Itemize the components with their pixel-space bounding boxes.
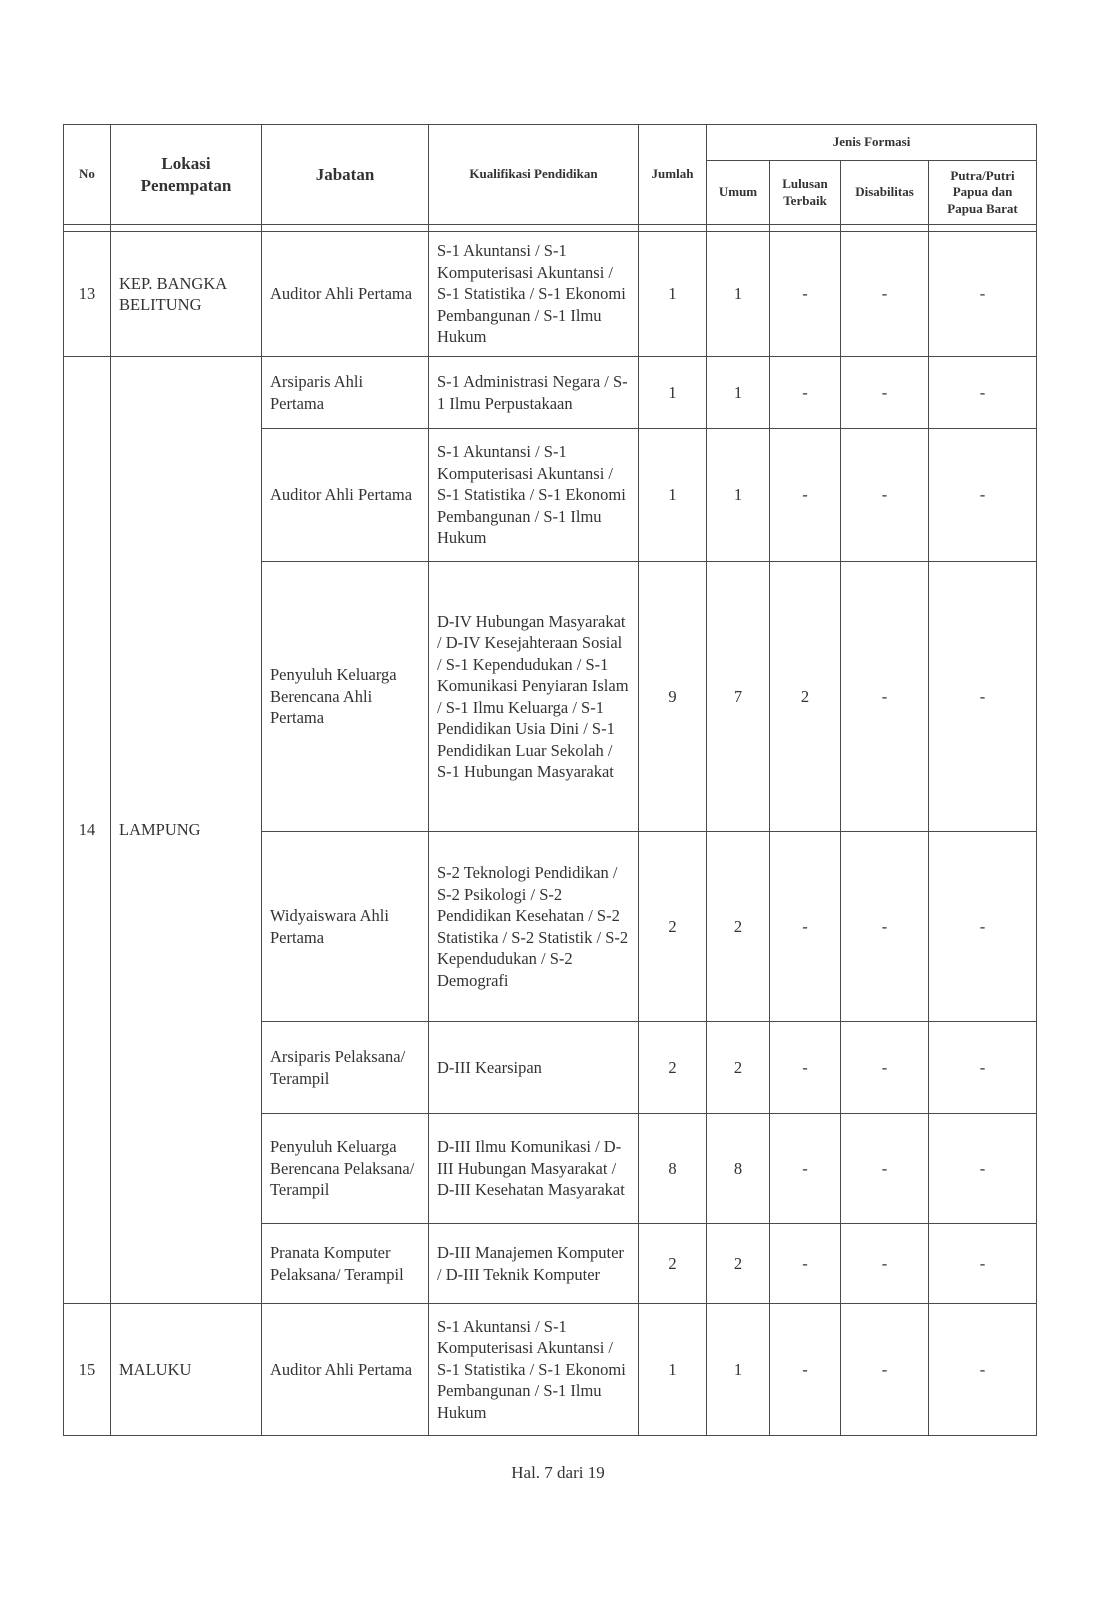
row-kualifikasi: S-1 Akuntansi / S-1 Komputerisasi Akuntansi / S-1 Statistika / S-1 Ekonomi Pembangunan / S-1 Ilmu Hukum [429, 429, 639, 562]
row-kualifikasi: S-1 Akuntansi / S-1 Komputerisasi Akuntansi / S-1 Statistika / S-1 Ekonomi Pembangunan / S-1 Ilmu Hukum [429, 232, 639, 357]
row-jumlah: 1 [639, 1304, 707, 1436]
row-umum: 2 [707, 1022, 770, 1114]
row-lulusan-terbaik: - [770, 832, 841, 1022]
row-disabilitas: - [841, 429, 929, 562]
row-lulusan-terbaik: - [770, 357, 841, 429]
header-umum: Umum [707, 161, 770, 225]
row-lokasi: KEP. BANGKA BELITUNG [111, 232, 262, 357]
header-jabatan: Jabatan [262, 125, 429, 225]
row-lulusan-terbaik: - [770, 1224, 841, 1304]
row-putra-putri: - [929, 357, 1037, 429]
row-jumlah: 2 [639, 1022, 707, 1114]
row-jabatan: Auditor Ahli Pertama [262, 429, 429, 562]
row-no: 14 [64, 357, 111, 1304]
row-lulusan-terbaik: - [770, 1304, 841, 1436]
row-disabilitas: - [841, 1304, 929, 1436]
row-jabatan: Arsiparis Ahli Pertama [262, 357, 429, 429]
row-jumlah: 2 [639, 1224, 707, 1304]
row-jabatan: Pranata Komputer Pelaksana/ Terampil [262, 1224, 429, 1304]
formasi-table [63, 124, 1037, 1436]
row-jumlah: 2 [639, 832, 707, 1022]
header-no: No [64, 125, 111, 225]
row-kualifikasi: D-IV Hubungan Masyarakat / D-IV Kesejahteraan Sosial / S-1 Kependudukan / S-1 Komunikasi Penyiaran Islam / S-1 Ilmu Keluarga / S-1 Pendidikan Usia Dini / S-1 Pendidikan Luar Sekolah / S-1 Hubungan Masyarakat [429, 562, 639, 832]
table-row [64, 357, 1037, 429]
row-jumlah: 1 [639, 429, 707, 562]
header-putra-putri: Putra/Putri Papua dan Papua Barat [929, 161, 1037, 225]
row-jabatan: Auditor Ahli Pertama [262, 232, 429, 357]
row-putra-putri: - [929, 832, 1037, 1022]
row-umum: 2 [707, 1224, 770, 1304]
row-disabilitas: - [841, 1224, 929, 1304]
header-jumlah: Jumlah [639, 125, 707, 225]
table-row [64, 232, 1037, 357]
row-jumlah: 8 [639, 1114, 707, 1224]
row-no: 13 [64, 232, 111, 357]
row-disabilitas: - [841, 357, 929, 429]
row-jabatan: Auditor Ahli Pertama [262, 1304, 429, 1436]
row-disabilitas: - [841, 1022, 929, 1114]
row-disabilitas: - [841, 1114, 929, 1224]
row-putra-putri: - [929, 1022, 1037, 1114]
header-kualifikasi: Kualifikasi Pendidikan [429, 125, 639, 225]
row-putra-putri: - [929, 1304, 1037, 1436]
header-disabilitas: Disabilitas [841, 161, 929, 225]
row-umum: 1 [707, 429, 770, 562]
row-kualifikasi: D-III Ilmu Komunikasi / D-III Hubungan Masyarakat / D-III Kesehatan Masyarakat [429, 1114, 639, 1224]
row-kualifikasi: S-2 Teknologi Pendidikan / S-2 Psikologi / S-2 Pendidikan Kesehatan / S-2 Statistika / S-2 Statistik / S-2 Kependudukan / S-2 Demografi [429, 832, 639, 1022]
row-umum: 1 [707, 232, 770, 357]
row-disabilitas: - [841, 232, 929, 357]
table-row [64, 1304, 1037, 1436]
row-putra-putri: - [929, 1224, 1037, 1304]
row-umum: 7 [707, 562, 770, 832]
header-lokasi: Lokasi Penempatan [111, 125, 262, 225]
row-lokasi: MALUKU [111, 1304, 262, 1436]
row-putra-putri: - [929, 562, 1037, 832]
row-lulusan-terbaik: 2 [770, 562, 841, 832]
row-jabatan: Penyuluh Keluarga Berencana Ahli Pertama [262, 562, 429, 832]
header-lulusan-terbaik: Lulusan Terbaik [770, 161, 841, 225]
row-lulusan-terbaik: - [770, 1022, 841, 1114]
row-umum: 1 [707, 357, 770, 429]
row-kualifikasi: D-III Kearsipan [429, 1022, 639, 1114]
row-jumlah: 9 [639, 562, 707, 832]
row-lokasi: LAMPUNG [111, 357, 262, 1304]
row-disabilitas: - [841, 562, 929, 832]
header-jenis-formasi: Jenis Formasi [707, 125, 1037, 161]
page-number: Hal. 7 dari 19 [511, 1463, 605, 1482]
row-kualifikasi: S-1 Administrasi Negara / S-1 Ilmu Perpustakaan [429, 357, 639, 429]
row-lulusan-terbaik: - [770, 429, 841, 562]
row-lulusan-terbaik: - [770, 1114, 841, 1224]
row-umum: 1 [707, 1304, 770, 1436]
row-kualifikasi: D-III Manajemen Komputer / D-III Teknik Komputer [429, 1224, 639, 1304]
row-kualifikasi: S-1 Akuntansi / S-1 Komputerisasi Akuntansi / S-1 Statistika / S-1 Ekonomi Pembangunan / S-1 Ilmu Hukum [429, 1304, 639, 1436]
row-putra-putri: - [929, 429, 1037, 562]
row-jabatan: Penyuluh Keluarga Berencana Pelaksana/ Terampil [262, 1114, 429, 1224]
row-umum: 2 [707, 832, 770, 1022]
row-jabatan: Widyaiswara Ahli Pertama [262, 832, 429, 1022]
row-jumlah: 1 [639, 232, 707, 357]
row-lulusan-terbaik: - [770, 232, 841, 357]
table-body [64, 225, 1037, 1436]
row-putra-putri: - [929, 1114, 1037, 1224]
row-jabatan: Arsiparis Pelaksana/ Terampil [262, 1022, 429, 1114]
row-no: 15 [64, 1304, 111, 1436]
table-header [64, 125, 1037, 225]
row-disabilitas: - [841, 832, 929, 1022]
row-putra-putri: - [929, 232, 1037, 357]
row-umum: 8 [707, 1114, 770, 1224]
row-jumlah: 1 [639, 357, 707, 429]
